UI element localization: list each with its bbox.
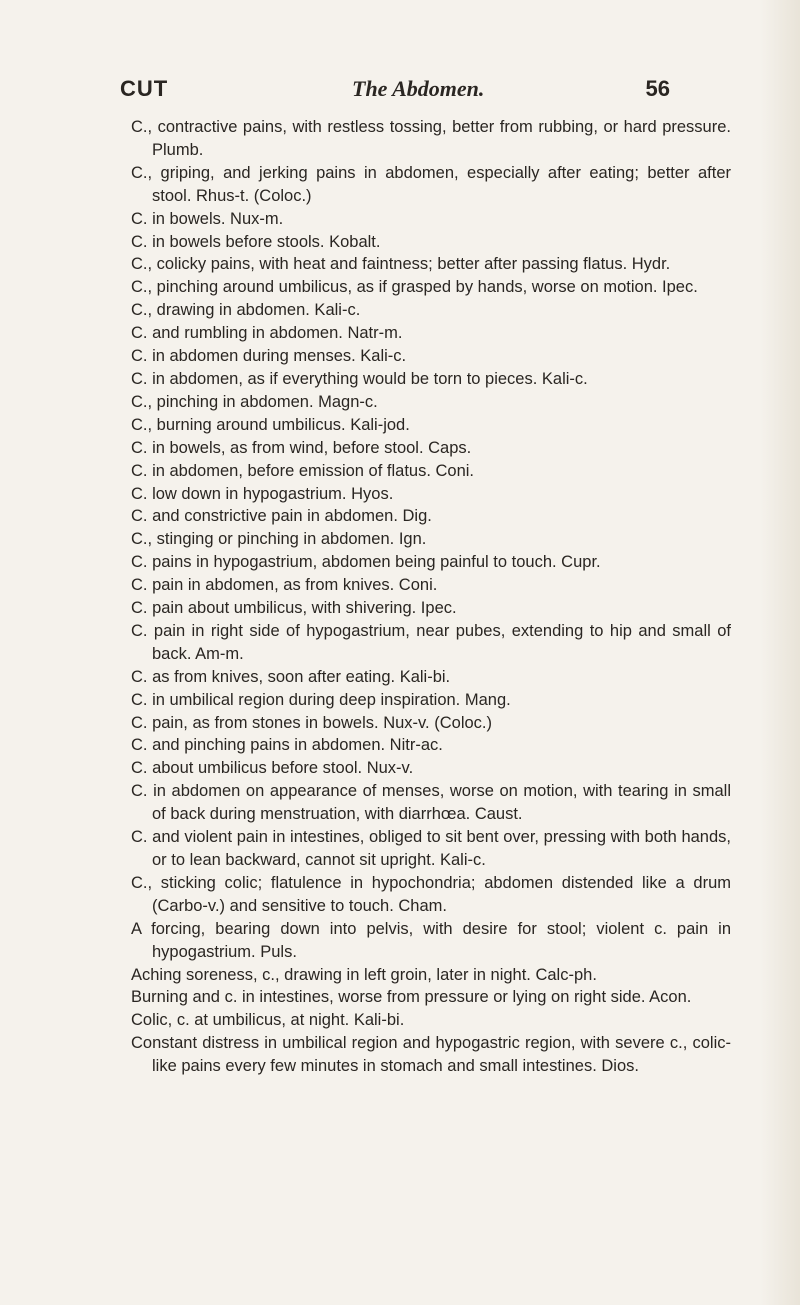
entry-paragraph: C., pinching around umbilicus, as if grasped by hands, worse on motion. Ipec. bbox=[131, 278, 698, 297]
entry-paragraph: C. in abdomen, before emission of flatus. Coni. bbox=[131, 461, 475, 480]
running-head-keyword: CUT bbox=[120, 76, 169, 101]
entry-paragraph: Colic, c. at umbilicus, at night. Kali-bi. bbox=[131, 1011, 405, 1030]
entry-paragraph: C. in bowels. Nux-m. bbox=[131, 209, 284, 228]
entry-paragraph: C. and constrictive pain in abdomen. Dig. bbox=[131, 507, 432, 526]
entry-paragraph: C. in abdomen, as if everything would be torn to pieces. Kali-c. bbox=[131, 369, 588, 388]
entry-list bbox=[131, 116, 731, 1078]
entry-paragraph: C., sticking colic; flatulence in hypochondria; abdomen distended like a drum (Carbo-v.) and sensitive to touch. Cham. bbox=[131, 873, 731, 915]
page-number: 56 bbox=[645, 76, 670, 101]
entry-paragraph: C., burning around umbilicus. Kali-jod. bbox=[131, 415, 410, 434]
entry-paragraph: Burning and c. in intestines, worse from pressure or lying on right side. Acon. bbox=[131, 988, 692, 1007]
entry-paragraph: C. in abdomen on appearance of menses, worse on motion, with tearing in small of back during menstruation, with diarrhœa. Caust. bbox=[131, 782, 731, 824]
entry-paragraph: C., colicky pains, with heat and faintness; better after passing flatus. Hydr. bbox=[131, 255, 671, 274]
page-header bbox=[120, 76, 680, 108]
page-edge-shading bbox=[760, 0, 800, 1305]
entry-paragraph: C., contractive pains, with restless tossing, better from rubbing, or hard pressure. Plumb. bbox=[131, 118, 731, 159]
entry-paragraph: C. pain about umbilicus, with shivering. Ipec. bbox=[131, 599, 457, 618]
running-head-title: The Abdomen. bbox=[352, 76, 485, 101]
entry-paragraph: C. in bowels before stools. Kobalt. bbox=[131, 232, 381, 251]
entry-paragraph: C. and violent pain in intestines, obliged to sit bent over, pressing with both hands, or to lean backward, cannot sit upright. Kali-c. bbox=[131, 828, 731, 869]
entry-paragraph: C., stinging or pinching in abdomen. Ign. bbox=[131, 530, 427, 549]
entry-paragraph: C. pain in right side of hypogastrium, near pubes, extending to hip and small of back. Am-m. bbox=[131, 621, 731, 663]
entry-paragraph: C. pain in abdomen, as from knives. Coni. bbox=[131, 576, 438, 595]
entry-paragraph: C. in abdomen during menses. Kali-c. bbox=[131, 347, 407, 366]
entry-paragraph: Constant distress in umbilical region and hypogastric region, with severe c., colic-like pains every few minutes in stomach and small intestines. Dios. bbox=[131, 1034, 731, 1076]
entry-paragraph: C., pinching in abdomen. Magn-c. bbox=[131, 392, 378, 411]
entry-paragraph: Aching soreness, c., drawing in left groin, later in night. Calc-ph. bbox=[131, 965, 597, 984]
entry-paragraph: C. pains in hypogastrium, abdomen being painful to touch. Cupr. bbox=[131, 553, 601, 572]
entry-paragraph: C., griping, and jerking pains in abdomen, especially after eating; better after stool. Rhus-t. (Coloc.) bbox=[131, 163, 731, 205]
entry-paragraph: C. as from knives, soon after eating. Kali-bi. bbox=[131, 667, 451, 686]
entry-paragraph: C. and pinching pains in abdomen. Nitr-ac. bbox=[131, 736, 443, 755]
entry-paragraph: C. low down in hypogastrium. Hyos. bbox=[131, 484, 394, 503]
entry-paragraph: C. pain, as from stones in bowels. Nux-v. (Coloc.) bbox=[131, 713, 492, 732]
entry-paragraph: C., drawing in abdomen. Kali-c. bbox=[131, 301, 361, 320]
entry-paragraph: C. and rumbling in abdomen. Natr-m. bbox=[131, 324, 403, 343]
entry-paragraph: C. in umbilical region during deep inspiration. Mang. bbox=[131, 690, 511, 709]
entry-paragraph: C. in bowels, as from wind, before stool. Caps. bbox=[131, 438, 472, 457]
entry-paragraph: C. about umbilicus before stool. Nux-v. bbox=[131, 759, 414, 778]
entry-paragraph: A forcing, bearing down into pelvis, with desire for stool; violent c. pain in hypogastrium. Puls. bbox=[131, 919, 731, 961]
